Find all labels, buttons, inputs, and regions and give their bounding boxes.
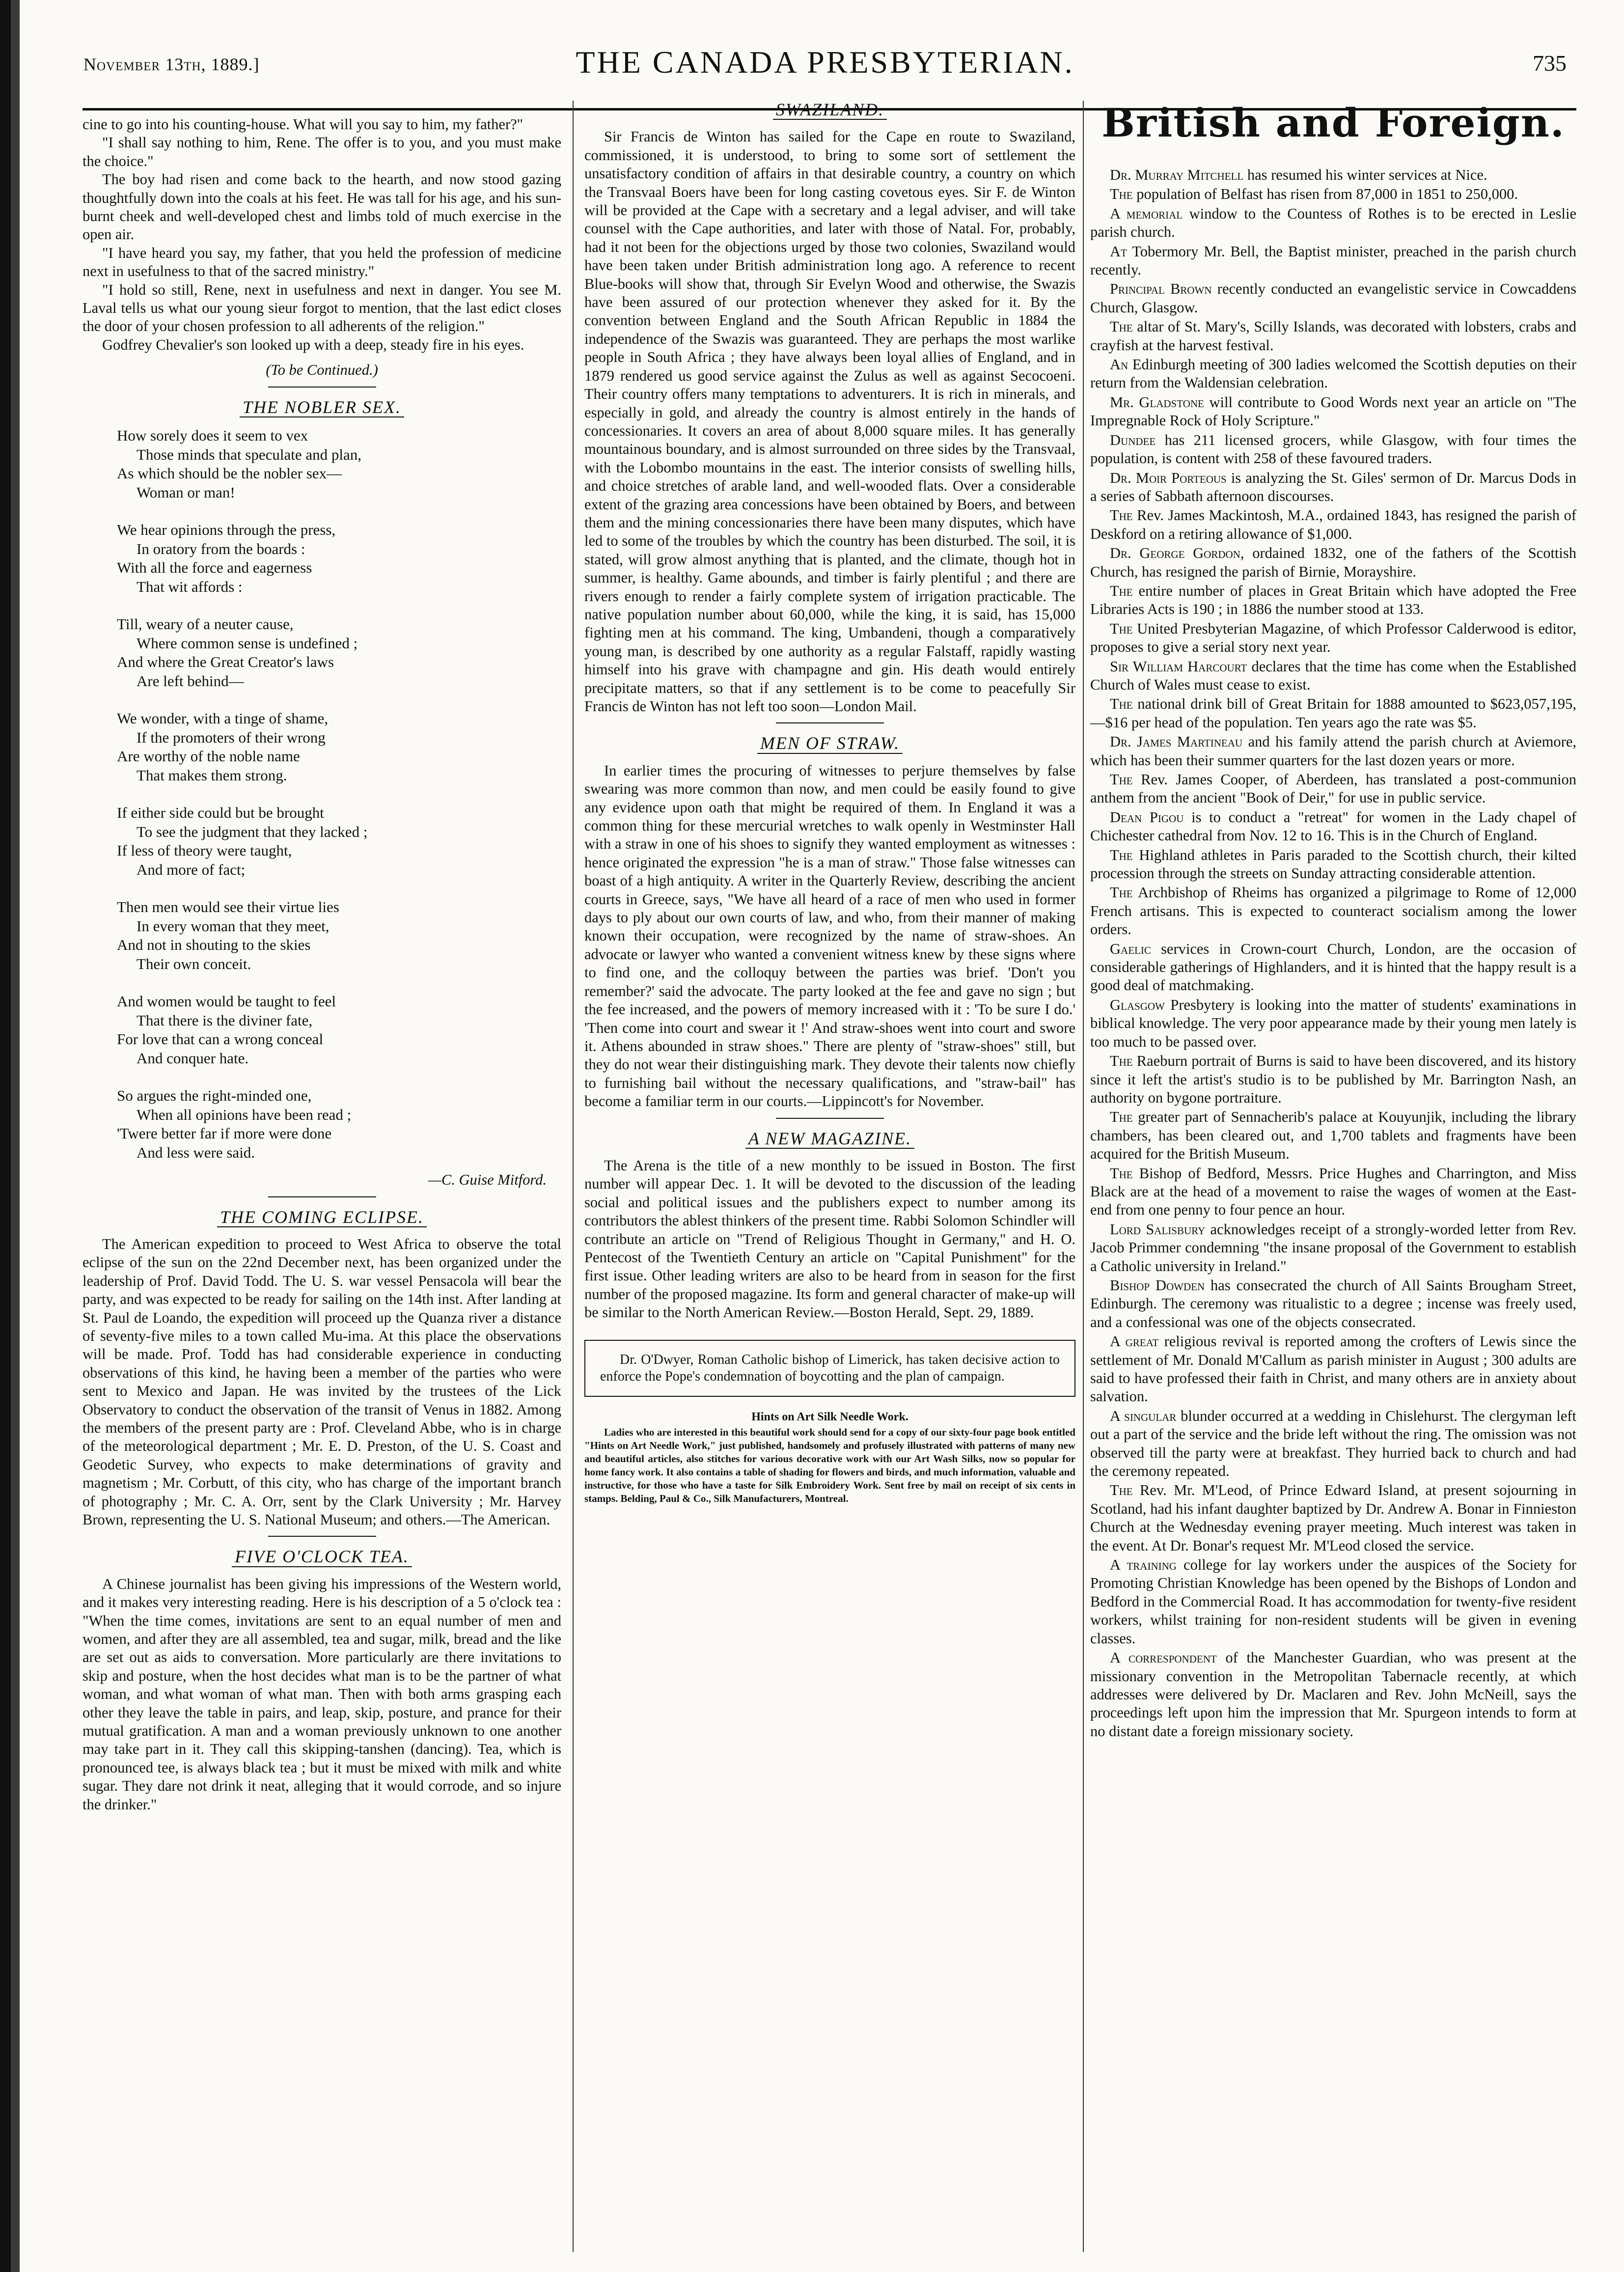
news-item-text: will contribute to Good Words next year an article on "The Impregnable Rock of Holy Scripture." (1090, 393, 1576, 429)
divider (268, 387, 376, 388)
poem-line: If the promoters of their wrong (137, 728, 326, 746)
poem-line: So argues the right-minded one, (117, 1087, 312, 1105)
news-item-lead: A memorial (1110, 205, 1183, 222)
poem-line: Their own conceit. (137, 955, 251, 972)
poem-line: If less of theory were taught, (117, 842, 292, 859)
to-be-continued: (To be Continued.) (266, 361, 378, 379)
poem-line: And conquer hate. (137, 1049, 249, 1067)
news-item-text: United Presbyterian Magazine, of which Professor Calderwood is editor, proposes to give a serial story next year. (1090, 620, 1576, 656)
news-item-lead: The (1110, 846, 1133, 863)
news-item (1090, 431, 1576, 468)
news-item-lead: The (1110, 186, 1133, 203)
news-item (1090, 205, 1576, 242)
news-item-lead: Dr. James Martineau (1110, 733, 1243, 750)
news-item-lead: The (1110, 582, 1133, 599)
page-binding-edge (0, 0, 11, 2272)
poem-author: —C. Guise Mitford. (428, 1171, 547, 1189)
news-item (1090, 940, 1576, 995)
news-item (1090, 243, 1576, 279)
straw-article: In earlier times the procuring of witnesses to perjure themselves by false swearing was more common than now, and men could be easily found to give any evidence upon oath that might be required of them. In England it was a common thing for these mercurial wretches to walk openly in Westminster Hall with a straw in one of his shoes to signify they wanted employment as witnesses : hence originated the expression "he is a man of straw." Those false witnesses can boast of a high antiquity. A writer in the Quarterly Review, describing the ancient courts in Greece, says, "We have all heard of a race of men who used in former days to ply about our own courts of law, and who, from their manner of making known their occupation, were recognized by the name of straw-shoes. An advocate or lawyer who wanted a convenient witness knew by these signs where to find one, and the colloquy between the parties was brief. 'Don't you remember?' said the advocate. The party looked at the fee and gave no sign ; but the fee increased, and the powers of memory increased with it : 'To be sure I do.' 'Then come into court and swear it !' And straw-shoes went into court and swore it. Athens abounded in straw shoes." There are plenty of "straw-shoes" still, but they do not wear their distinguishing mark. They devote their talents now chiefly to furnishing bail without the necessary qualifications, and "straw-bail" has become a familiar term in our courts.—Lippincott's for November. (584, 762, 1075, 1110)
news-item-text: declares that the time has come when the Established Church of Wales must cease to exist. (1090, 658, 1576, 693)
poem-line: And not in shouting to the skies (117, 936, 311, 954)
news-item (1090, 185, 1576, 203)
poem-line: And where the Great Creator's laws (117, 653, 334, 671)
news-item (1090, 506, 1576, 543)
advertisement-text: Ladies who are interested in this beautiful work should send for a copy of our sixty-four page book entitled "Hints on Art Needle Work," just published, handsomely and profusely illustrated with patterns of many new and beautiful articles, also stitches for various decorative work with our Art Wash Silks, now so popular for home fancy work. It also contains a table of shading for flowers and birds, and much information, valuable and instructive, for those who have a taste for Silk Embroidery Work. Sent free by mail on receipt of six cents in stamps. Belding, Paul & Co., Silk Manufacturers, Montreal. (584, 1426, 1075, 1504)
news-item (1090, 1556, 1576, 1648)
news-item-text: national drink bill of Great Britain for 1888 amounted to $623,057,195,—$16 per head of the population. Ten years ago the rate was $5. (1090, 695, 1576, 731)
poem-stanza (117, 521, 561, 596)
news-item-text: religious revival is reported among the crofters of Lewis since the settlement of Mr. Donald M'Callum as parish minister in August ; 300 adults are said to have professed their faith in Christ, and many others are in anxiety about salvation. (1090, 1333, 1577, 1405)
news-item-lead: The (1110, 1482, 1133, 1499)
news-item-lead: The (1110, 695, 1133, 713)
news-item (1090, 280, 1576, 317)
news-item-text: altar of St. Mary's, Scilly Islands, was decorated with lobsters, crabs and crayfish at the harvest festival. (1090, 318, 1576, 354)
news-item-text: window to the Countess of Rothes is to be erected in Leslie parish church. (1090, 205, 1576, 241)
straw-title: MEN OF STRAW. (584, 734, 1075, 753)
swaziland-article: Sir Francis de Winton has sailed for the Cape en route to Swaziland, commissioned, it is understood, to bring to some sort of settlement the unsatisfactory condition of affairs in that desirable country, a country on which the Transvaal Boers have been for long casting covetous eyes. Sir F. de Winton will be provided at the Cape with a secretary and a legal adviser, and will take counsel with the Cape authorities, and later with those of Natal. For, probably, had it not been for the objections urged by those two colonies, Swaziland would have been taken under British administration long ago. A reference to recent Blue-books will show that, through Sir Evelyn Wood and otherwise, the Swazis have been assured of our protection whenever they asked for it. By the convention between England and the South African Republic in 1884 the independence of the Swazis was guaranteed. They are perhaps the most warlike people in South Africa ; they have always been loyal allies of England, and in 1879 rendered us good service against the Zulus as well as against Secocoeni. Their country offers many temptations to adventurers. It is rich in minerals, and especially in gold, and already the country is almost entirely in the hands of concessionaries. It covers an area of about 8,000 square miles. It has generally mountainous boundary, and is almost surrounded on three sides by the Transvaal, with the Lobombo mountains in the east. The interior consists of swelling hills, and choice stretches of arable land, and well-wooded flats. Over a considerable extent of the grazing area concessions have been obtained by Boers, and between them and the mining concessionaries there have been many disputes, which have led to some of the troubles by which the country has been disturbed. The soil, it is stated, will grow almost anything that is planted, and the climate, though hot in summer, is healthy. Game abounds, and timber is fairly plentiful ; and there are rivers enough to render a fairly complete system of irrigation practicable. The native population number about 60,000, while the king, it is said, has 15,000 fighting men at his command. The king, Umbandeni, though a comparatively young man, is described by one authority as a regular Falstaff, rapidly wasting himself into his grave with champagne and gin. His death would entirely precipitate matters, so that if any settlement is to be come to peacefully Sir Francis de Winton has not left too soon—London Mail. (584, 128, 1075, 715)
news-item (1090, 1407, 1576, 1481)
divider (776, 1118, 884, 1119)
news-item (1090, 1332, 1576, 1406)
news-item-text: Raeburn portrait of Burns is said to have been discovered, and its history since it left the artist's studio is to be published by Mr. Barrington Nash, an authority on bygone portraiture. (1090, 1053, 1576, 1106)
news-item-lead: Dean Pigou (1110, 808, 1184, 826)
news-item-lead: The (1110, 771, 1133, 788)
poem-line: That makes them strong. (137, 766, 287, 784)
news-item-text: entire number of places in Great Britain which have adopted the Free Libraries Acts is 190 ; in 1886 the number stood at 133. (1090, 582, 1576, 618)
poem-stanza (117, 1086, 561, 1162)
poem-line: Where common sense is undefined ; (137, 634, 358, 652)
news-item-lead: Dr. George Gordon, (1110, 545, 1244, 562)
news-item-text: Edinburgh meeting of 300 ladies welcomed the Scottish deputies on their return from the Waldensian celebration. (1090, 356, 1576, 391)
news-item-lead: Lord Salisbury (1110, 1220, 1206, 1238)
news-item (1090, 771, 1576, 807)
poem-body (117, 426, 561, 1162)
news-item (1090, 808, 1576, 845)
news-item (1090, 620, 1576, 657)
poem-line: In every woman that they meet, (137, 917, 330, 935)
poem-line: Are left behind— (137, 672, 244, 690)
news-item-lead: Dr. Moir Porteous (1110, 469, 1227, 486)
news-item-lead: Gaelic (1110, 940, 1151, 957)
boxed-notice-text: Dr. O'Dwyer, Roman Catholic bishop of Limerick, has taken decisive action to enforce the Pope's condemnation of boycotting and the plan of campaign. (600, 1352, 1060, 1384)
news-items (1090, 166, 1576, 1741)
eclipse-title: THE COMING ECLIPSE. (83, 1208, 561, 1227)
poem-line: When all opinions have been read ; (137, 1106, 352, 1123)
page-number: 735 (1533, 51, 1567, 76)
poem-line: In oratory from the boards : (137, 540, 305, 557)
poem-line: And more of fact; (137, 860, 246, 878)
news-item-text: college for lay workers under the auspices of the Society for Promoting Christian Knowledge has been opened by the Bishops of London and Bedford in the Commercial Road. It has accommodation for twenty-five resident workers, whilst training for non-resident students will be given in evening classes. (1090, 1556, 1576, 1647)
news-item-lead: Principal Brown (1110, 280, 1212, 298)
advertisement-title: Hints on Art Silk Needle Work. (751, 1410, 908, 1423)
advertisement (584, 1411, 1075, 1505)
magazine-title: A NEW MAGAZINE. (584, 1130, 1075, 1149)
news-item-text: acknowledges receipt of a strongly-worded letter from Rev. Jacob Primmer condemning "the insane proposal of the Government to establish a Catholic university in Ireland." (1090, 1220, 1576, 1275)
divider (268, 1536, 376, 1537)
news-item-lead: Dr. Murray Mitchell (1110, 166, 1244, 183)
news-item (1090, 1276, 1576, 1331)
poem-stanza (117, 615, 561, 691)
boxed-notice (584, 1340, 1075, 1397)
news-item-lead: Glasgow (1110, 996, 1165, 1013)
story-paragraph: The boy had risen and come back to the hearth, and now stood gazing thoughtfully down into the coals at his feet. He was tall for his age, and his sun-burnt cheek and well-developed chest and limbs told of much exercise in the open air. (83, 171, 561, 243)
news-item-lead: The (1110, 1053, 1133, 1070)
news-item-text: Tobermory Mr. Bell, the Baptist minister, preached in the parish church recently. (1090, 243, 1576, 278)
poem-title: THE NOBLER SEX. (83, 398, 561, 417)
column-1 (83, 115, 561, 1814)
poem-line: We wonder, with a tinge of shame, (117, 710, 329, 727)
page-binding-shadow (11, 0, 20, 2272)
news-item (1090, 733, 1576, 770)
section-title-british-and-foreign: British and Foreign. (1101, 100, 1565, 146)
news-item (1090, 582, 1576, 619)
serial-story (83, 115, 561, 354)
news-item-lead: Dundee (1110, 431, 1156, 448)
column-3 (1090, 98, 1576, 1742)
news-item-text: Rev. James Mackintosh, M.A., ordained 1843, has resigned the parish of Deskford on a retiring allowance of $1,000. (1090, 507, 1576, 542)
news-item (1090, 1108, 1576, 1163)
news-item-text: services in Crown-court Church, London, are the occasion of considerable gatherings of Highlanders, and it is hinted that the happy result is a good deal of matchmaking. (1090, 940, 1576, 994)
poem-line: For love that can a wrong conceal (117, 1030, 324, 1048)
news-item-text: has 211 licensed grocers, while Glasgow, with four times the population, is content with 258 of these favoured traders. (1090, 431, 1576, 467)
column-2 (584, 101, 1075, 1505)
news-item-lead: Bishop Dowden (1110, 1276, 1205, 1294)
news-item (1090, 318, 1576, 355)
news-item-text: is analyzing the St. Giles' sermon of Dr. Marcus Dods in a series of Sabbath afternoon discourses. (1090, 469, 1576, 504)
story-paragraph: cine to go into his counting-house. What will you say to him, my father?" (83, 116, 523, 133)
news-item-lead: An (1110, 356, 1129, 373)
news-item-text: population of Belfast has risen from 87,000 in 1851 to 250,000. (1132, 186, 1518, 203)
news-item-text: of the Manchester Guardian, who was present at the missionary convention in the Metropolitan Tabernacle recently, at which addresses were delivered by Dr. Maclaren and Rev. John McNeill, says the proceedings left upon him the impression that Mr. Spurgeon intends to form at no distant date a foreign missionary society. (1090, 1649, 1576, 1740)
poem-line: That wit affords : (137, 578, 243, 595)
story-paragraph: "I hold so still, Rene, next in usefulness and next in danger. You see M. Laval tells us what our young sieur forgot to mention, that the last edict closes the door of your chosen profession to all adherents of the religion." (83, 281, 561, 335)
news-item-text: Highland athletes in Paris paraded to the Scottish church, their kilted procession through the streets on Sunday attracting considerable attention. (1090, 846, 1576, 882)
news-item-text: Bishop of Bedford, Messrs. Price Hughes and Charrington, and Miss Black are at the head of a movement to raise the wages of women at the East-end from one penny to four pence an hour. (1090, 1164, 1576, 1219)
issue-date: November 13th, 1889.] (83, 55, 260, 74)
tea-title: FIVE O'CLOCK TEA. (83, 1548, 561, 1567)
news-item (1090, 469, 1576, 506)
poem-line: Woman or man! (137, 483, 235, 501)
news-item-lead: The (1110, 1108, 1133, 1126)
news-item-lead: A correspondent (1110, 1649, 1217, 1666)
page-header (83, 44, 1567, 98)
poem-line: That there is the diviner fate, (137, 1011, 313, 1029)
news-item-text: recently conducted an evangelistic service in Cowcaddens Church, Glasgow. (1090, 280, 1576, 316)
news-item-text: greater part of Sennacherib's palace at Kouyunjik, including the library chambers, has been cleared out, and 1,700 tablets and fragments have been acquired for the British Museum. (1090, 1108, 1576, 1163)
news-item-text: has consecrated the church of All Saints Brougham Street, Edinburgh. The ceremony was ritualistic to a degree ; incense was freely used, and a confessional was one of the objects consecrated. (1090, 1276, 1576, 1330)
poem-line: To see the judgment that they lacked ; (137, 823, 368, 840)
news-item-text: blunder occurred at a wedding in Chislehurst. The clergyman left out a part of the service and the bride left without the ring. The omission was not observed till the party were at breakfast. They hurried back to church and had the ceremony repeated. (1090, 1407, 1576, 1480)
poem-line: We hear opinions through the press, (117, 521, 336, 539)
news-item (1090, 846, 1576, 883)
poem-line: And women would be taught to feel (117, 993, 336, 1010)
news-item (1090, 996, 1576, 1051)
poem-line: 'Twere better far if more were done (117, 1125, 332, 1142)
news-item (1090, 1052, 1576, 1107)
magazine-article: The Arena is the title of a new monthly to be issued in Boston. The first number will appear Dec. 1. It will be devoted to the discussion of the leading social and political issues and the publishers expect to number among its contributors the ablest thinkers of the present time. Rabbi Solomon Schindler will contribute an article on "Trend of Religious Thought in Germany," and H. O. Pentecost of the Twentieth Century an article on "Capital Punishment" for the first issue. Other leading writers are also to be heard from in season for the first number of the proposed magazine. Its form and general character of make-up will be similar to the North American Review.—Boston Herald, Sept. 29, 1889. (584, 1157, 1075, 1321)
poem-stanza (117, 426, 561, 502)
news-item-text: Presbytery is looking into the matter of students' examinations in biblical knowledge. The very poor appearance made by their young men lately is too much to be passed over. (1090, 996, 1576, 1050)
poem-line: With all the force and eagerness (117, 559, 312, 577)
poem-line: And less were said. (137, 1143, 255, 1161)
news-item-lead: At (1110, 243, 1127, 260)
divider (776, 722, 884, 723)
divider (268, 1196, 376, 1197)
swaziland-title: SWAZILAND. (584, 101, 1075, 120)
news-item (1090, 1481, 1576, 1555)
news-item (1090, 1220, 1576, 1275)
news-item (1090, 356, 1576, 392)
poem-line: How sorely does it seem to vex (117, 427, 308, 444)
news-item (1090, 1164, 1576, 1219)
news-item-lead: A great (1110, 1333, 1159, 1350)
poem-line: Those minds that speculate and plan, (137, 445, 361, 463)
news-item-text: has resumed his winter services at Nice. (1243, 166, 1487, 183)
story-paragraph: Godfrey Chevalier's son looked up with a deep, steady fire in his eyes. (102, 336, 524, 353)
column-rule-2 (1083, 101, 1084, 2252)
news-item-lead: The (1110, 1164, 1133, 1182)
news-item-lead: The (1110, 620, 1133, 637)
news-item-lead: The (1110, 884, 1133, 901)
news-item-lead: A singular (1110, 1407, 1177, 1424)
news-item (1090, 884, 1576, 939)
story-paragraph: "I shall say nothing to him, Rene. The offer is to you, and you must make the choice." (83, 134, 561, 169)
poem-line: As which should be the nobler sex— (117, 465, 342, 482)
news-item-lead: Sir William Harcourt (1110, 658, 1247, 675)
news-item (1090, 1649, 1576, 1741)
news-item-text: Archbishop of Rheims has organized a pilgrimage to Rome of 12,000 French artisans. This is expected to counteract socialism among the lower orders. (1090, 884, 1576, 938)
poem-stanza (117, 709, 561, 785)
news-item-lead: The (1110, 318, 1133, 335)
news-item (1090, 393, 1576, 430)
news-item (1090, 166, 1576, 184)
masthead-title: THE CANADA PRESBYTERIAN. (576, 45, 1074, 80)
poem-stanza (117, 898, 561, 973)
eclipse-article: The American expedition to proceed to West Africa to observe the total eclipse of the sun on the 22nd December next, has been organized under the leadership of Prof. David Todd. The U. S. war vessel Pensacola will bear the party, and was expected to be ready for sailing on the 14th inst. After landing at St. Paul de Loando, the expedition will proceed up the Quanza river a distance of seventy-five miles to a town called Mu-ima. At this place the observations will be made. Prof. Todd has had considerable experience in conducting observations of this kind, he having been a member of the parties who were sent to Mexico and Japan. He was invited by the trustees of the Lick Observatory to conduct the observation of the transit of Venus in 1882. Among the members of the present party are : Prof. Cleveland Abbe, who is in charge of the meteorological department ; Mr. E. D. Preston, of the U. S. Coast and Geodetic Survey, who expects to make determinations of gravity and magnetism ; Mr. Corbutt, of this city, who has charge of the important branch of photography ; Mr. C. A. Orr, sent by the Clark University ; Mr. Harvey Brown, representing the U. S. National Museum; and others.—The American. (83, 1235, 561, 1528)
news-item-lead: The (1110, 507, 1133, 524)
news-item-text: ordained 1832, one of the fathers of the Scottish Church, has resigned the parish of Birnie, Morayshire. (1090, 545, 1577, 580)
tea-article: A Chinese journalist has been giving his impressions of the Western world, and it makes very interesting reading. Here is his description of a 5 o'clock tea : "When the time comes, invitations are sent to an equal number of men and women, and after they are all assembled, tea and sugar, milk, bread and the like are set out as aids to conversation. More particularly are there invitations to skip and posture, when the host decides what man is to be the partner of what woman, and what woman of what man. Then with both arms grasping each other they leave the table in pairs, and leap, skip, posture, and prance for their mutual gratification. A man and a woman previously unknown to one another may take part in it. They call this skipping-tanshen (dancing). Tea, which is pronounced tee, is always black tea ; but it must be mixed with milk and white sugar. They dare not drink it neat, alleging that it would corrode, and so injure the drinker." (83, 1575, 561, 1813)
poem-line: Till, weary of a neuter cause, (117, 615, 294, 633)
news-item-text: Rev. Mr. M'Leod, of Prince Edward Island, at present sojourning in Scotland, had his infant daughter baptized by Dr. Andrew A. Bonar in Finnieston Church at the Wednesday evening prayer meeting. Much interest was taken in the event. At Dr. Bonar's request Mr. M'Leod closed the service. (1090, 1482, 1576, 1554)
news-item-text: Rev. James Cooper, of Aberdeen, has translated a post-communion anthem from the ancient "Book of Deir," for use in public service. (1090, 771, 1576, 806)
poem-line: If either side could but be brought (117, 804, 324, 822)
news-item-text: and his family attend the parish church at Aviemore, which has been their summer quarters for the last dozen years or more. (1090, 733, 1576, 769)
news-item-lead: A training (1110, 1556, 1177, 1574)
story-paragraph: "I have heard you say, my father, that you held the profession of medicine next in usefulness to that of the sacred ministry." (83, 244, 561, 280)
poem-stanza (117, 804, 561, 879)
poem-line: Are worthy of the noble name (117, 748, 300, 765)
news-item-lead: Mr. Gladstone (1110, 393, 1204, 411)
column-rule-1 (573, 101, 574, 2252)
news-item (1090, 658, 1576, 694)
poem-stanza (117, 992, 561, 1068)
news-item (1090, 695, 1576, 732)
news-item-text: is to conduct a "retreat" for women in the Lady chapel of Chichester cathedral from Nov. 12 to 16. This is in the Church of England. (1090, 808, 1576, 844)
news-item (1090, 544, 1576, 581)
poem-line: Then men would see their virtue lies (117, 898, 339, 916)
